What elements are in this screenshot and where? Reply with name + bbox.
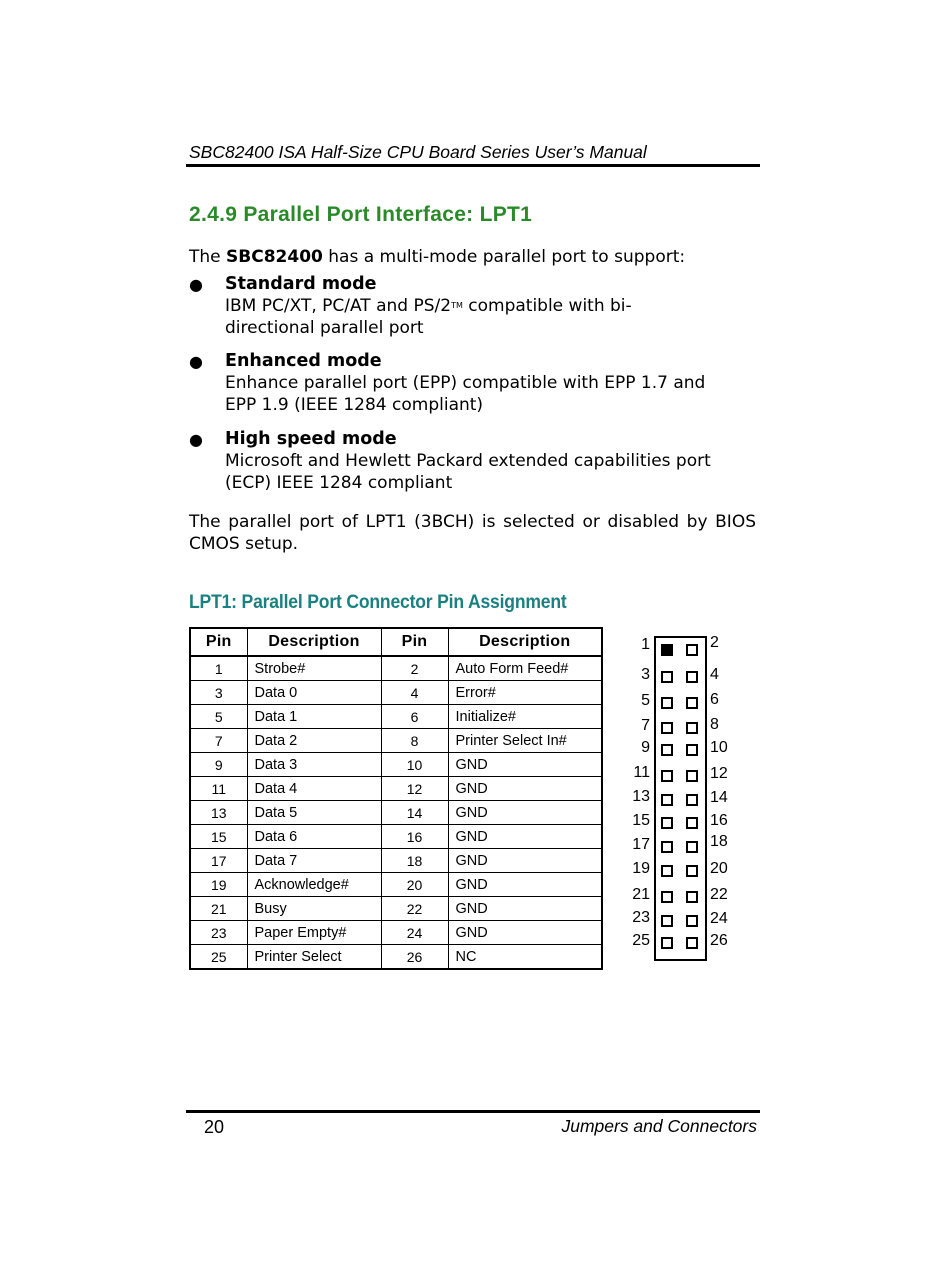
bullet-body: Enhance parallel port (EPP) compatible with EPP 1.7 and: [225, 373, 706, 393]
table-row: [190, 656, 602, 681]
pin-description-cell: Data 4: [247, 777, 381, 801]
pin-square-icon: [686, 744, 698, 756]
pin-number-cell: 9: [190, 753, 247, 777]
column-header: Pin: [190, 628, 247, 656]
pin-square-icon: [661, 841, 673, 853]
pin-label-left: 11: [633, 764, 650, 781]
pin-square-icon: [661, 891, 673, 903]
pin-number-cell: 17: [190, 849, 247, 873]
pin-label-left: 15: [632, 812, 650, 829]
table-header-row: [190, 628, 602, 656]
pin-number-cell: 13: [190, 801, 247, 825]
pin-label-right: 20: [710, 860, 728, 877]
footer-section-title: Jumpers and Connectors: [561, 1116, 757, 1136]
pin-label-right: 8: [710, 716, 719, 733]
pin-square-icon: [686, 865, 698, 877]
pin-number-cell: 1: [190, 656, 247, 681]
table-row: [190, 705, 602, 729]
bullet-standard-mode: [225, 273, 765, 339]
pin-description-cell: Paper Empty#: [247, 921, 381, 945]
pin-square-icon: [661, 770, 673, 782]
intro-text: The SBC82400 has a multi-mode parallel port to support:: [189, 247, 686, 267]
pin-number-cell: 18: [381, 849, 448, 873]
pin-label-left: 17: [632, 836, 650, 853]
pin-square-icon: [686, 937, 698, 949]
pin-label-left: 1: [641, 636, 650, 653]
pin-label-right: 24: [710, 910, 728, 927]
pin-description-cell: Strobe#: [247, 656, 381, 681]
pin-number-cell: 12: [381, 777, 448, 801]
pin-description-cell: GND: [448, 897, 602, 921]
pin-square-icon: [661, 817, 673, 829]
pin-number-cell: 19: [190, 873, 247, 897]
bullet-enhanced-mode: [225, 350, 765, 416]
footer-rule: [186, 1110, 760, 1113]
table-row: [190, 729, 602, 753]
pin-square-icon: [661, 671, 673, 683]
lpt1-paragraph: The parallel port of LPT1 (3BCH) is selected or disabled by BIOS CMOS setup.: [189, 512, 756, 554]
bullet-dot-icon: ●: [189, 430, 203, 449]
pin-number-cell: 16: [381, 825, 448, 849]
pin-label-right: 10: [710, 739, 728, 756]
pin-square-icon: [661, 915, 673, 927]
pin-square-icon: [686, 697, 698, 709]
pin-label-right: 14: [710, 789, 728, 806]
header-rule: [186, 164, 760, 167]
pin-square-icon: [686, 841, 698, 853]
pin-description-cell: Busy: [247, 897, 381, 921]
pin-label-left: 5: [641, 692, 650, 709]
bullet-heading: Enhanced mode: [225, 351, 382, 371]
pin-description-cell: Printer Select: [247, 945, 381, 970]
bullet-body-line2: EPP 1.9 (IEEE 1284 compliant): [225, 395, 484, 415]
pin-square-icon: [661, 794, 673, 806]
pin-number-cell: 25: [190, 945, 247, 970]
pin-description-cell: Error#: [448, 681, 602, 705]
pin-number-cell: 22: [381, 897, 448, 921]
pin-description-cell: Initialize#: [448, 705, 602, 729]
table-row: [190, 897, 602, 921]
pin-square-icon: [686, 770, 698, 782]
bullet-body: IBM PC/XT, PC/AT and PS/2TM compatible with bi-: [225, 296, 632, 316]
pin-description-cell: GND: [448, 873, 602, 897]
pin-assignment-table: [189, 627, 603, 970]
bullet-body: Microsoft and Hewlett Packard extended capabilities port: [225, 451, 711, 471]
pin-label-left: 13: [632, 788, 650, 805]
pin-label-right: 2: [710, 634, 719, 651]
pin-number-cell: 15: [190, 825, 247, 849]
table-row: [190, 681, 602, 705]
column-header: Description: [448, 628, 602, 656]
pin-number-cell: 7: [190, 729, 247, 753]
pin-label-right: 6: [710, 691, 719, 708]
bullet-dot-icon: ●: [189, 352, 203, 371]
pin-number-cell: 24: [381, 921, 448, 945]
pin-description-cell: NC: [448, 945, 602, 970]
pin-label-left: 9: [641, 739, 650, 756]
pin-description-cell: Printer Select In#: [448, 729, 602, 753]
pin-number-cell: 10: [381, 753, 448, 777]
pin-description-cell: Data 1: [247, 705, 381, 729]
bullet-body-line2: directional parallel port: [225, 318, 424, 338]
bullet-dot-icon: ●: [189, 275, 203, 294]
pin-description-cell: Acknowledge#: [247, 873, 381, 897]
pin-label-left: 23: [632, 909, 650, 926]
column-header: Pin: [381, 628, 448, 656]
bullet-body-line2: (ECP) IEEE 1284 compliant: [225, 473, 453, 493]
pin-number-cell: 11: [190, 777, 247, 801]
pin-description-cell: GND: [448, 849, 602, 873]
table-row: [190, 873, 602, 897]
pin-square-icon: [661, 937, 673, 949]
pin-description-cell: Auto Form Feed#: [448, 656, 602, 681]
pin-description-cell: GND: [448, 777, 602, 801]
pin-label-right: 18: [710, 833, 728, 850]
pin-square-icon: [686, 671, 698, 683]
page-number: 20: [204, 1117, 225, 1137]
pin-description-cell: GND: [448, 753, 602, 777]
table-body: [190, 656, 602, 969]
pin-description-cell: Data 3: [247, 753, 381, 777]
pin-number-cell: 2: [381, 656, 448, 681]
pin-description-cell: GND: [448, 801, 602, 825]
section-title: 2.4.9 Parallel Port Interface: LPT1: [189, 203, 533, 226]
bullet-heading: Standard mode: [225, 274, 377, 294]
pin-description-cell: GND: [448, 921, 602, 945]
table-row: [190, 945, 602, 970]
pin-square-icon: [686, 794, 698, 806]
pin-square-icon: [661, 697, 673, 709]
pin-number-cell: 3: [190, 681, 247, 705]
pin-square-icon: [661, 644, 673, 656]
table-row: [190, 777, 602, 801]
pin-label-left: 7: [641, 717, 650, 734]
pin-label-left: 3: [641, 666, 650, 683]
pin-number-cell: 5: [190, 705, 247, 729]
pin-description-cell: Data 5: [247, 801, 381, 825]
pin-label-right: 16: [710, 812, 728, 829]
pin-number-cell: 4: [381, 681, 448, 705]
pin-number-cell: 8: [381, 729, 448, 753]
pin-label-right: 22: [710, 886, 728, 903]
pin-number-cell: 14: [381, 801, 448, 825]
pin-description-cell: Data 6: [247, 825, 381, 849]
running-header: SBC82400 ISA Half-Size CPU Board Series User’s Manual: [189, 142, 647, 162]
pin-description-cell: Data 0: [247, 681, 381, 705]
trademark-mark: TM: [451, 301, 463, 310]
pin-label-right: 4: [710, 666, 719, 683]
pin-square-icon: [686, 817, 698, 829]
pin-label-left: 19: [632, 860, 650, 877]
pin-square-icon: [686, 644, 698, 656]
pin-square-icon: [686, 891, 698, 903]
table-row: [190, 849, 602, 873]
table-row: [190, 753, 602, 777]
pin-square-icon: [686, 722, 698, 734]
table-title: LPT1: Parallel Port Connector Pin Assignment: [189, 591, 567, 613]
pin-label-right: 12: [710, 765, 728, 782]
column-header: Description: [247, 628, 381, 656]
pin-number-cell: 26: [381, 945, 448, 970]
pin-label-left: 21: [632, 886, 650, 903]
table-row: [190, 921, 602, 945]
pin-square-icon: [661, 865, 673, 877]
pin-square-icon: [686, 915, 698, 927]
pin-number-cell: 20: [381, 873, 448, 897]
pin-square-icon: [661, 744, 673, 756]
pin-label-right: 26: [710, 932, 728, 949]
pin-number-cell: 6: [381, 705, 448, 729]
pin-description-cell: Data 7: [247, 849, 381, 873]
table-row: [190, 801, 602, 825]
pin-number-cell: 21: [190, 897, 247, 921]
pin-number-cell: 23: [190, 921, 247, 945]
pin-label-left: 25: [632, 932, 650, 949]
pin-description-cell: Data 2: [247, 729, 381, 753]
bullet-heading: High speed mode: [225, 429, 397, 449]
bullet-high-speed-mode: [225, 428, 765, 494]
table-row: [190, 825, 602, 849]
pin-square-icon: [661, 722, 673, 734]
pin-description-cell: GND: [448, 825, 602, 849]
